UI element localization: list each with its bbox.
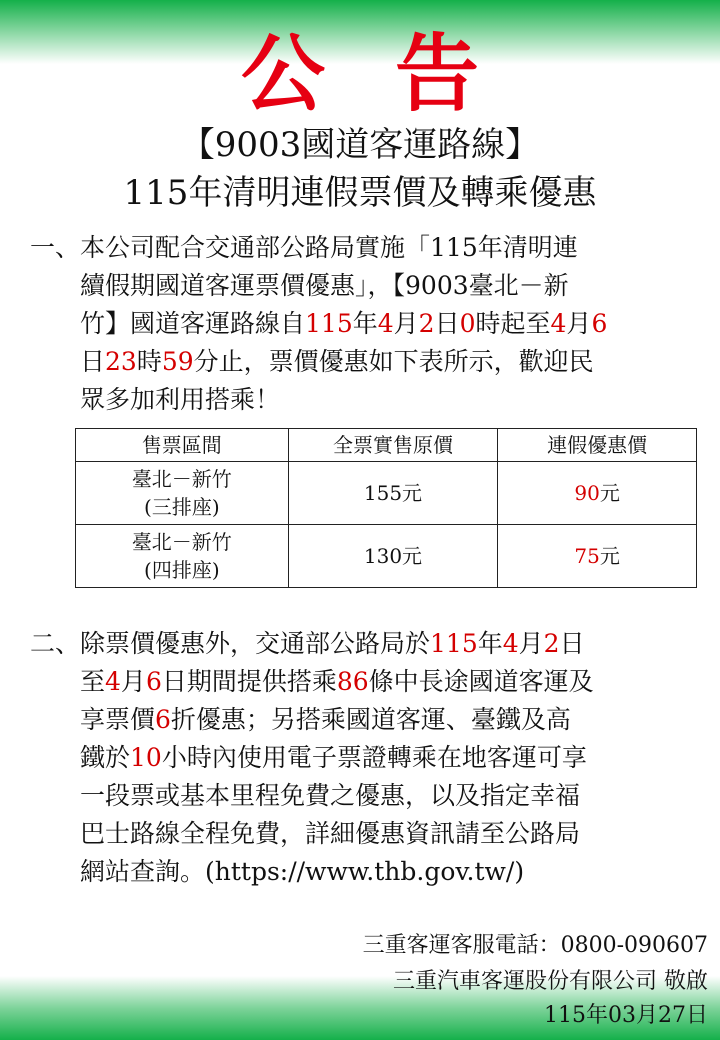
section-two-marker: 二、 (30, 629, 81, 658)
highlighted-number: 115 (305, 309, 353, 338)
announcement-date: 115年03月27日 (544, 1003, 708, 1028)
text-segment: 除票價優惠外，交通部公路局於 (80, 629, 431, 658)
route-cell (76, 525, 289, 588)
text-segment: 眾多加利用搭乘！ (80, 385, 281, 414)
text-segment: 小時內使用電子票證轉乘在地客運可享 (161, 743, 587, 772)
highlighted-number: 2 (418, 309, 435, 338)
paragraph-line (30, 381, 710, 419)
text-segment: 日 (559, 629, 585, 658)
highlighted-number: 6 (591, 309, 608, 338)
text-segment: 至 (80, 667, 106, 696)
paragraph-line (30, 853, 710, 891)
text-segment: 時 (136, 347, 162, 376)
text-segment: 日 (434, 309, 460, 338)
fare-table (75, 428, 697, 588)
text-segment: 本公司配合交通部公路局實施「115年清明連 (80, 233, 578, 262)
route-name: 臺北－新竹 (131, 530, 232, 554)
text-segment: 年 (477, 629, 503, 658)
text-segment: 時起至 (475, 309, 551, 338)
announcement-headline: 公告 (240, 25, 549, 123)
table-row (76, 462, 697, 525)
text-segment: 日期間提供搭乘 (161, 667, 337, 696)
text-segment: 月 (518, 629, 544, 658)
header-holiday-price: 連假優惠價 (498, 429, 697, 462)
text-segment: 折優惠；另搭乘國道客運、臺鐵及高 (170, 705, 571, 734)
fare-table-header-row (76, 429, 697, 462)
text-segment: 續假期國道客運票價優惠」，【9003臺北－新 (80, 271, 569, 300)
highlighted-number: 6 (155, 705, 171, 734)
text-segment: 條中長途國道客運及 (368, 667, 594, 696)
title-route: 【9003國道客運路線】 (180, 125, 540, 165)
paragraph-line (30, 625, 710, 663)
seat-type: (四排座) (144, 558, 220, 582)
paragraph-line (30, 343, 710, 381)
holiday-price-value: 75 (574, 544, 600, 568)
company-signature: 三重汽車客運股份有限公司 敬啟 (393, 969, 708, 994)
paragraph-line (30, 229, 710, 267)
seat-type: (三排座) (144, 495, 220, 519)
paragraph-line (30, 663, 710, 701)
text-segment: 竹】國道客運路線自 (80, 309, 306, 338)
holiday-price-value: 90 (574, 481, 600, 505)
text-segment: 網站查詢。(https://www.thb.gov.tw/) (80, 857, 525, 886)
title-subject: 115年清明連假票價及轉乘優惠 (123, 173, 597, 213)
highlighted-number: 4 (377, 309, 394, 338)
customer-service-hotline: 三重客運客服電話：0800-090607 (362, 933, 708, 958)
text-segment: 日 (80, 347, 106, 376)
paragraph-line (30, 305, 710, 343)
highlighted-number: 23 (105, 347, 137, 376)
highlighted-number: 4 (502, 629, 519, 658)
paragraph-line (30, 267, 710, 305)
text-segment: 月 (566, 309, 592, 338)
header-route: 售票區間 (76, 429, 289, 462)
section-one-text (30, 229, 710, 419)
header-original-price: 全票實售原價 (288, 429, 498, 462)
highlighted-number: 6 (145, 667, 162, 696)
highlighted-number: 10 (130, 743, 162, 772)
highlighted-number: 59 (161, 347, 194, 376)
highlighted-number: 4 (105, 667, 121, 696)
holiday-price-unit: 元 (599, 544, 620, 568)
route-cell (76, 462, 289, 525)
holiday-price (498, 462, 697, 525)
section-two-text (30, 625, 710, 891)
text-segment: 年 (352, 309, 378, 338)
highlighted-number: 2 (543, 629, 560, 658)
paragraph-line (30, 815, 710, 853)
text-segment: 享票價 (80, 705, 156, 734)
text-segment: 巴士路線全程免費，詳細優惠資訊請至公路局 (80, 819, 581, 848)
highlighted-number: 4 (550, 309, 567, 338)
section-one-marker: 一、 (30, 233, 81, 262)
text-segment: 分止，票價優惠如下表所示，歡迎民 (193, 347, 594, 376)
text-segment: 月 (393, 309, 419, 338)
text-segment: 鐵於 (80, 743, 131, 772)
section-two (30, 625, 710, 891)
paragraph-line (30, 739, 710, 777)
paragraph-line (30, 701, 710, 739)
text-segment: 一段票或基本里程免費之優惠，以及指定幸福 (80, 781, 581, 810)
holiday-price-unit: 元 (599, 481, 620, 505)
holiday-price (498, 525, 697, 588)
highlighted-number: 115 (430, 629, 478, 658)
paragraph-line (30, 777, 710, 815)
original-price: 130元 (288, 525, 498, 588)
route-name: 臺北－新竹 (131, 467, 232, 491)
text-segment: 月 (120, 667, 146, 696)
table-row (76, 525, 697, 588)
highlighted-number: 86 (336, 667, 369, 696)
original-price: 155元 (288, 462, 498, 525)
highlighted-number: 0 (459, 309, 476, 338)
section-one (30, 229, 710, 419)
